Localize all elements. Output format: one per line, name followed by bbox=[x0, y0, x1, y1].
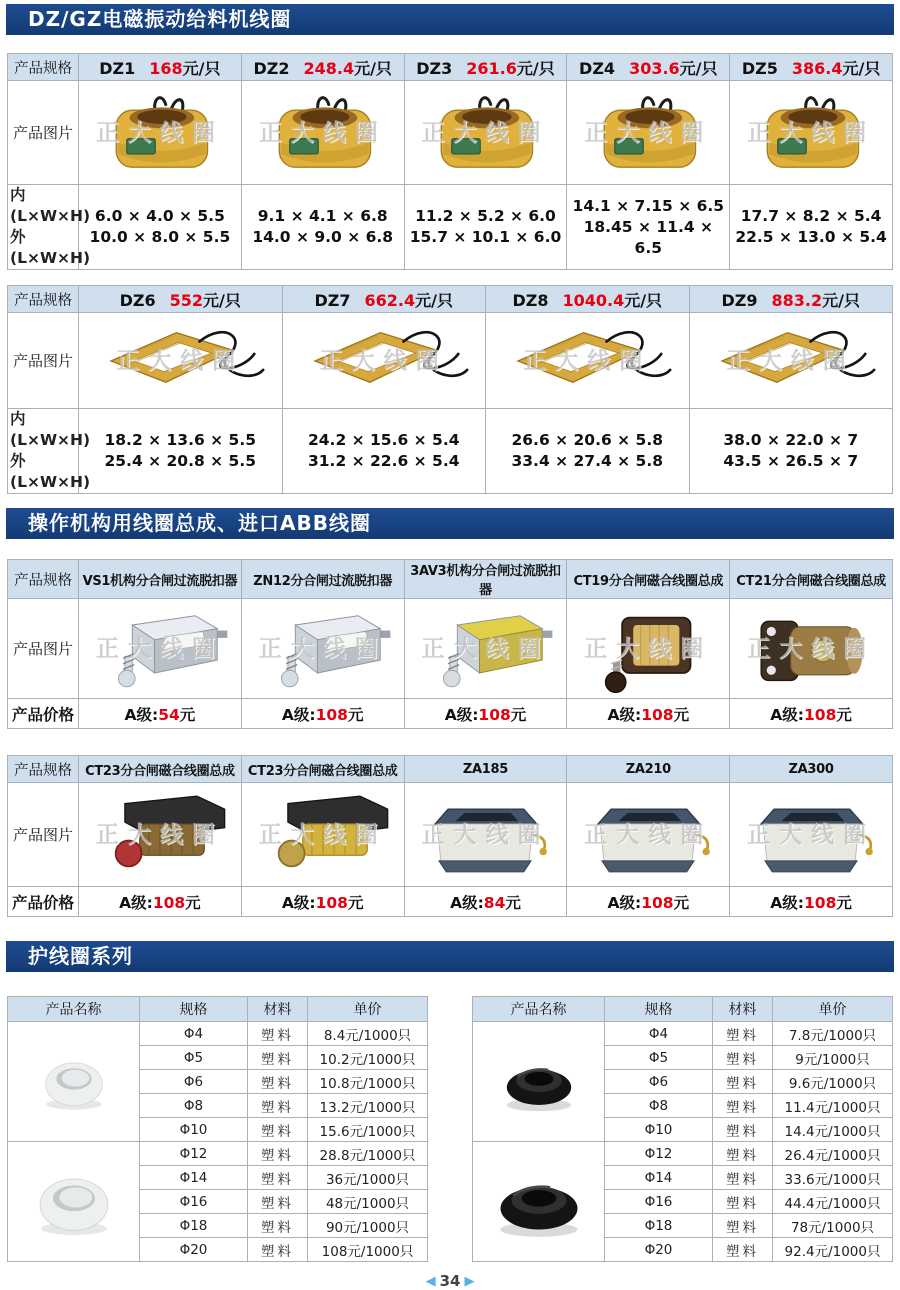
ops1-image-row bbox=[8, 599, 893, 699]
watermark: 正大线圈 bbox=[95, 821, 224, 848]
price-value: 108 bbox=[641, 705, 674, 724]
watermark: 正大线圈 bbox=[258, 635, 387, 662]
price-unit: 元/只 bbox=[822, 290, 860, 310]
spec-label: 产品规格 bbox=[8, 560, 79, 599]
section-title-dzgz: DZ/GZ电磁振动给料机线圈 bbox=[6, 4, 894, 35]
flat-coil-photo bbox=[84, 315, 276, 407]
material-cell: 塑料 bbox=[248, 1094, 308, 1118]
product-image-cell bbox=[567, 599, 730, 699]
price-cell: 90元/1000只 bbox=[308, 1214, 428, 1238]
page-footer bbox=[0, 1272, 900, 1290]
product-name-cell: CT23分合闸磁合线圈总成 bbox=[241, 756, 404, 783]
model-price-cell bbox=[79, 54, 242, 81]
product-image-cell bbox=[486, 313, 690, 409]
price-cell bbox=[567, 699, 730, 729]
black-grommet-photo bbox=[484, 1160, 594, 1244]
product-name-cell: ZA300 bbox=[730, 756, 893, 783]
trip-solenoid-photo bbox=[410, 601, 560, 697]
material-cell: 塑料 bbox=[248, 1166, 308, 1190]
price-unit: 元 bbox=[179, 705, 196, 724]
dims-cell bbox=[486, 409, 690, 494]
size-cell: Φ8 bbox=[140, 1094, 248, 1118]
material-cell: 塑料 bbox=[713, 1022, 773, 1046]
model-price-cell bbox=[282, 286, 486, 313]
price-unit: 元/只 bbox=[354, 58, 392, 78]
watermark: 正大线圈 bbox=[95, 119, 224, 146]
flat-coil-photo bbox=[695, 315, 887, 407]
size-cell: Φ14 bbox=[140, 1166, 248, 1190]
product-name-cell: ZA185 bbox=[404, 756, 567, 783]
dims-cell bbox=[282, 409, 486, 494]
ops-table-1 bbox=[7, 559, 893, 729]
dz-coil-photo bbox=[247, 83, 399, 183]
outer-label: 外(L×W×H) bbox=[10, 452, 91, 491]
section-title-ops: 操作机构用线圈总成、进口ABB线圈 bbox=[6, 508, 894, 539]
price-unit: 元 bbox=[836, 893, 852, 912]
ops-table-2 bbox=[7, 755, 893, 917]
product-image-cell bbox=[241, 599, 404, 699]
product-name-cell: ZN12分合闸过流脱扣器 bbox=[241, 560, 404, 599]
price-cell: 13.2元/1000只 bbox=[308, 1094, 428, 1118]
za-coil-photo bbox=[736, 787, 886, 883]
model-label: DZ8 bbox=[512, 290, 549, 310]
size-header: 规格 bbox=[605, 997, 713, 1022]
grade-label: A级: bbox=[607, 893, 642, 912]
image-label: 产品图片 bbox=[8, 313, 79, 409]
dz-coil-photo bbox=[572, 83, 724, 183]
price-value: 84 bbox=[483, 893, 506, 912]
dims-cell bbox=[79, 185, 242, 270]
model-label: DZ4 bbox=[579, 58, 616, 78]
size-cell: Φ12 bbox=[605, 1142, 713, 1166]
grade-label: A级: bbox=[450, 893, 484, 912]
price-unit: 元/只 bbox=[415, 290, 453, 310]
model-label: DZ6 bbox=[119, 290, 156, 310]
model-price-cell bbox=[404, 54, 567, 81]
watermark: 正大线圈 bbox=[523, 347, 652, 374]
inner-dims: 26.6 × 20.6 × 5.8 bbox=[511, 431, 663, 449]
product-image-cell bbox=[404, 599, 567, 699]
dims-cell bbox=[689, 409, 893, 494]
material-header: 材料 bbox=[713, 997, 773, 1022]
inner-dims: 11.2 × 5.2 × 6.0 bbox=[415, 207, 556, 225]
dz6-9-dims-row bbox=[8, 409, 893, 494]
product-image-cell bbox=[404, 783, 567, 887]
product-image-cell bbox=[241, 81, 404, 185]
dims-cell bbox=[567, 185, 730, 270]
price-unit: 元 bbox=[185, 893, 201, 912]
dz6-9-image-row bbox=[8, 313, 893, 409]
black-grommet-photo bbox=[493, 1046, 585, 1118]
dz-coil-photo bbox=[84, 83, 236, 183]
price-value: 248.4 bbox=[303, 58, 355, 78]
product-image-cell bbox=[79, 599, 242, 699]
name-header: 产品名称 bbox=[8, 997, 140, 1022]
grommet-table-left bbox=[7, 996, 428, 1262]
grade-label: A级: bbox=[444, 705, 479, 724]
spec-label: 产品规格 bbox=[8, 54, 79, 81]
price-cell: 28.8元/1000只 bbox=[308, 1142, 428, 1166]
size-cell: Φ12 bbox=[140, 1142, 248, 1166]
price-cell: 7.8元/1000只 bbox=[773, 1022, 893, 1046]
dz-coil-photo bbox=[735, 83, 887, 183]
dims-label bbox=[8, 409, 91, 494]
product-name-cell: CT23分合闸磁合线圈总成 bbox=[79, 756, 242, 783]
material-cell: 塑料 bbox=[248, 1190, 308, 1214]
price-value: 168 bbox=[149, 58, 183, 78]
price-unit: 元 bbox=[347, 705, 364, 724]
spec-label: 产品规格 bbox=[8, 286, 79, 313]
price-cell bbox=[730, 887, 893, 917]
model-price-cell bbox=[486, 286, 690, 313]
image-label: 产品图片 bbox=[8, 81, 79, 185]
page-next-icon: ▶ bbox=[464, 1274, 475, 1289]
product-image-cell bbox=[282, 313, 486, 409]
size-header: 规格 bbox=[140, 997, 248, 1022]
product-name-cell: CT21分合闸磁合线圈总成 bbox=[730, 560, 893, 599]
size-cell: Φ16 bbox=[140, 1190, 248, 1214]
model-price-cell bbox=[79, 286, 283, 313]
dims-cell bbox=[730, 185, 893, 270]
material-cell: 塑料 bbox=[713, 1046, 773, 1070]
name-header: 产品名称 bbox=[473, 997, 605, 1022]
size-cell: Φ6 bbox=[140, 1070, 248, 1094]
section-title-grommets: 护线圈系列 bbox=[6, 941, 894, 972]
model-label: DZ2 bbox=[253, 58, 290, 78]
price-value: 108 bbox=[315, 893, 348, 912]
watermark: 正大线圈 bbox=[258, 119, 387, 146]
grade-label: A级: bbox=[119, 893, 153, 912]
price-value: 54 bbox=[158, 705, 180, 724]
size-cell: Φ20 bbox=[140, 1238, 248, 1262]
price-value: 303.6 bbox=[629, 58, 680, 78]
material-cell: 塑料 bbox=[713, 1238, 773, 1262]
size-cell: Φ10 bbox=[140, 1118, 248, 1142]
watermark: 正大线圈 bbox=[584, 635, 713, 662]
table-row bbox=[8, 1142, 428, 1166]
outer-dims: 14.0 × 9.0 × 6.8 bbox=[252, 228, 394, 246]
grade-label: A级: bbox=[124, 705, 159, 724]
price-cell: 9.6元/1000只 bbox=[773, 1070, 893, 1094]
product-image-cell bbox=[473, 1022, 605, 1142]
grade-label: A级: bbox=[281, 893, 316, 912]
price-cell: 10.2元/1000只 bbox=[308, 1046, 428, 1070]
grommet-header-row bbox=[473, 997, 893, 1022]
watermark: 正大线圈 bbox=[319, 347, 448, 374]
material-cell: 塑料 bbox=[713, 1070, 773, 1094]
ct21-coil-photo bbox=[736, 601, 886, 697]
material-cell: 塑料 bbox=[248, 1118, 308, 1142]
size-cell: Φ4 bbox=[140, 1022, 248, 1046]
watermark: 正大线圈 bbox=[258, 821, 387, 848]
size-cell: Φ8 bbox=[605, 1094, 713, 1118]
dims-cell bbox=[79, 409, 283, 494]
price-label: 产品价格 bbox=[8, 699, 79, 729]
watermark: 正大线圈 bbox=[747, 821, 876, 848]
size-cell: Φ16 bbox=[605, 1190, 713, 1214]
product-image-cell bbox=[473, 1142, 605, 1262]
price-value: 552 bbox=[169, 290, 204, 310]
product-image-cell bbox=[567, 81, 730, 185]
ct23-coil-photo bbox=[85, 787, 235, 883]
model-label: DZ7 bbox=[314, 290, 351, 310]
price-value: 108 bbox=[478, 705, 511, 724]
price-cell: 48元/1000只 bbox=[308, 1190, 428, 1214]
watermark: 正大线圈 bbox=[747, 635, 876, 662]
watermark: 正大线圈 bbox=[421, 635, 550, 662]
outer-dims: 15.7 × 10.1 × 6.0 bbox=[409, 228, 562, 246]
price-cell bbox=[404, 887, 567, 917]
product-image-cell bbox=[8, 1022, 140, 1142]
dz6-9-header-row bbox=[8, 286, 893, 313]
inner-dims: 14.1 × 7.15 × 6.5 bbox=[572, 196, 725, 215]
price-cell: 44.4元/1000只 bbox=[773, 1190, 893, 1214]
inner-label: 内(L×W×H) bbox=[10, 410, 91, 449]
price-unit: 元 bbox=[836, 705, 852, 724]
page-prev-icon: ◀ bbox=[425, 1274, 436, 1289]
flat-coil-photo bbox=[491, 315, 683, 407]
ops2-price-row bbox=[8, 887, 893, 917]
price-unit: 元 bbox=[673, 893, 690, 912]
outer-dims: 25.4 × 20.8 × 5.5 bbox=[104, 452, 256, 470]
price-value: 108 bbox=[804, 705, 837, 724]
inner-dims: 24.2 × 15.6 × 5.4 bbox=[307, 431, 460, 449]
price-unit: 元/只 bbox=[624, 290, 663, 310]
trip-solenoid-photo bbox=[85, 601, 235, 697]
material-cell: 塑料 bbox=[713, 1190, 773, 1214]
size-cell: Φ20 bbox=[605, 1238, 713, 1262]
price-value: 261.6 bbox=[466, 58, 517, 78]
product-image-cell bbox=[79, 313, 283, 409]
price-value: 108 bbox=[152, 893, 186, 912]
trip-solenoid-photo bbox=[248, 601, 398, 697]
product-image-cell bbox=[79, 81, 242, 185]
price-cell: 14.4元/1000只 bbox=[773, 1118, 893, 1142]
dz-coil-photo bbox=[409, 83, 561, 183]
product-image-cell bbox=[730, 599, 893, 699]
outer-dims: 22.5 × 13.0 × 5.4 bbox=[735, 228, 887, 246]
inner-dims: 9.1 × 4.1 × 6.8 bbox=[257, 207, 388, 225]
model-label: DZ9 bbox=[721, 290, 758, 310]
price-value: 662.4 bbox=[364, 290, 416, 310]
image-label: 产品图片 bbox=[8, 783, 79, 887]
product-name-cell: ZA210 bbox=[567, 756, 730, 783]
dz1-5-header-row bbox=[8, 54, 893, 81]
ops1-price-row bbox=[8, 699, 893, 729]
price-unit: 元 bbox=[673, 705, 690, 724]
grommet-table-right bbox=[472, 996, 893, 1262]
size-cell: Φ6 bbox=[605, 1070, 713, 1094]
product-image-cell bbox=[567, 783, 730, 887]
material-cell: 塑料 bbox=[248, 1046, 308, 1070]
product-image-cell bbox=[689, 313, 893, 409]
white-ring-photo bbox=[19, 1160, 129, 1244]
price-unit: 元/只 bbox=[182, 58, 221, 78]
dz1-5-image-row bbox=[8, 81, 893, 185]
ops2-header-row bbox=[8, 756, 893, 783]
ops2-image-row bbox=[8, 783, 893, 887]
outer-dims: 10.0 × 8.0 × 5.5 bbox=[89, 228, 231, 246]
ops1-header-row bbox=[8, 560, 893, 599]
price-unit: 元 bbox=[505, 893, 521, 912]
material-cell: 塑料 bbox=[248, 1022, 308, 1046]
material-cell: 塑料 bbox=[713, 1094, 773, 1118]
outer-dims: 33.4 × 27.4 × 5.8 bbox=[511, 452, 663, 470]
product-image-cell bbox=[79, 783, 242, 887]
price-value: 883.2 bbox=[771, 290, 823, 310]
inner-dims: 6.0 × 4.0 × 5.5 bbox=[94, 207, 225, 225]
price-cell: 10.8元/1000只 bbox=[308, 1070, 428, 1094]
inner-label: 内(L×W×H) bbox=[10, 186, 91, 225]
material-cell: 塑料 bbox=[248, 1214, 308, 1238]
price-unit: 元/只 bbox=[679, 58, 718, 78]
size-cell: Φ14 bbox=[605, 1166, 713, 1190]
watermark: 正大线圈 bbox=[726, 347, 855, 374]
spec-label: 产品规格 bbox=[8, 756, 79, 783]
watermark: 正大线圈 bbox=[584, 821, 713, 848]
table-row bbox=[473, 1142, 893, 1166]
outer-dims: 43.5 × 26.5 × 7 bbox=[723, 452, 859, 470]
watermark: 正大线圈 bbox=[747, 119, 876, 146]
watermark: 正大线圈 bbox=[421, 821, 550, 848]
model-price-cell bbox=[567, 54, 730, 81]
material-cell: 塑料 bbox=[713, 1142, 773, 1166]
dims-cell bbox=[241, 185, 404, 270]
price-label: 产品价格 bbox=[8, 887, 79, 917]
grade-label: A级: bbox=[770, 705, 804, 724]
watermark: 正大线圈 bbox=[95, 635, 224, 662]
product-name-cell: 3AV3机构分合闸过流脱扣器 bbox=[404, 560, 567, 599]
price-cell: 15.6元/1000只 bbox=[308, 1118, 428, 1142]
dims-label bbox=[8, 185, 91, 270]
unit-price-header: 单价 bbox=[308, 997, 428, 1022]
price-cell: 26.4元/1000只 bbox=[773, 1142, 893, 1166]
page-number: 34 bbox=[439, 1272, 461, 1290]
za-coil-photo bbox=[410, 787, 560, 883]
table-row bbox=[473, 1022, 893, 1046]
model-price-cell bbox=[689, 286, 893, 313]
price-value: 108 bbox=[804, 893, 837, 912]
product-name-cell: CT19分合闸磁合线圈总成 bbox=[567, 560, 730, 599]
price-value: 108 bbox=[641, 893, 674, 912]
watermark: 正大线圈 bbox=[421, 119, 550, 146]
size-cell: Φ18 bbox=[605, 1214, 713, 1238]
white-ring-photo bbox=[28, 1046, 120, 1118]
catalog-page bbox=[0, 4, 900, 1290]
price-unit: 元/只 bbox=[842, 58, 881, 78]
price-value: 108 bbox=[315, 705, 348, 724]
size-cell: Φ18 bbox=[140, 1214, 248, 1238]
price-unit: 元 bbox=[510, 705, 527, 724]
price-cell: 11.4元/1000只 bbox=[773, 1094, 893, 1118]
size-cell: Φ10 bbox=[605, 1118, 713, 1142]
price-cell: 9元/1000只 bbox=[773, 1046, 893, 1070]
outer-dims: 31.2 × 22.6 × 5.4 bbox=[307, 452, 460, 470]
size-cell: Φ4 bbox=[605, 1022, 713, 1046]
image-label: 产品图片 bbox=[8, 599, 79, 699]
inner-dims: 18.2 × 13.6 × 5.5 bbox=[104, 431, 256, 449]
za-coil-photo bbox=[573, 787, 723, 883]
ct19-coil-photo bbox=[573, 601, 723, 697]
material-cell: 塑料 bbox=[713, 1214, 773, 1238]
grade-label: A级: bbox=[607, 705, 642, 724]
price-cell: 33.6元/1000只 bbox=[773, 1166, 893, 1190]
product-image-cell bbox=[404, 81, 567, 185]
price-value: 1040.4 bbox=[562, 290, 625, 310]
grommet-tables bbox=[7, 996, 900, 1262]
dz-table-2 bbox=[7, 285, 893, 494]
price-cell: 36元/1000只 bbox=[308, 1166, 428, 1190]
ct23-coil-photo bbox=[248, 787, 398, 883]
size-cell: Φ5 bbox=[605, 1046, 713, 1070]
price-cell bbox=[404, 699, 567, 729]
product-image-cell bbox=[241, 783, 404, 887]
price-unit: 元 bbox=[347, 893, 364, 912]
product-image-cell bbox=[730, 783, 893, 887]
material-cell: 塑料 bbox=[248, 1070, 308, 1094]
grommet-header-row bbox=[8, 997, 428, 1022]
grade-label: A级: bbox=[281, 705, 316, 724]
price-cell bbox=[241, 887, 404, 917]
table-row bbox=[8, 1022, 428, 1046]
watermark: 正大线圈 bbox=[584, 119, 713, 146]
material-cell: 塑料 bbox=[713, 1166, 773, 1190]
flat-coil-photo bbox=[288, 315, 480, 407]
price-cell: 8.4元/1000只 bbox=[308, 1022, 428, 1046]
product-name-cell: VS1机构分合闸过流脱扣器 bbox=[79, 560, 242, 599]
grade-label: A级: bbox=[770, 893, 804, 912]
inner-dims: 17.7 × 8.2 × 5.4 bbox=[740, 207, 882, 225]
price-cell: 92.4元/1000只 bbox=[773, 1238, 893, 1262]
dz1-5-dims-row bbox=[8, 185, 893, 270]
product-image-cell bbox=[730, 81, 893, 185]
size-cell: Φ5 bbox=[140, 1046, 248, 1070]
dims-cell bbox=[404, 185, 567, 270]
price-cell bbox=[79, 887, 242, 917]
price-unit: 元/只 bbox=[203, 290, 241, 310]
model-label: DZ3 bbox=[416, 58, 453, 78]
outer-label: 外(L×W×H) bbox=[10, 228, 91, 267]
price-cell bbox=[241, 699, 404, 729]
watermark: 正大线圈 bbox=[116, 347, 245, 374]
model-label: DZ1 bbox=[99, 58, 136, 78]
model-price-cell bbox=[730, 54, 893, 81]
model-price-cell bbox=[241, 54, 404, 81]
material-cell: 塑料 bbox=[248, 1142, 308, 1166]
price-cell bbox=[567, 887, 730, 917]
product-image-cell bbox=[8, 1142, 140, 1262]
material-cell: 塑料 bbox=[713, 1118, 773, 1142]
unit-price-header: 单价 bbox=[773, 997, 893, 1022]
price-cell bbox=[730, 699, 893, 729]
inner-dims: 38.0 × 22.0 × 7 bbox=[723, 431, 859, 449]
price-cell: 108元/1000只 bbox=[308, 1238, 428, 1262]
model-label: DZ5 bbox=[741, 58, 778, 78]
material-cell: 塑料 bbox=[248, 1238, 308, 1262]
outer-dims: 18.45 × 11.4 × 6.5 bbox=[583, 217, 713, 257]
dz-table-1 bbox=[7, 53, 893, 270]
price-cell bbox=[79, 699, 242, 729]
material-header: 材料 bbox=[248, 997, 308, 1022]
price-cell: 78元/1000只 bbox=[773, 1214, 893, 1238]
price-value: 386.4 bbox=[791, 58, 843, 78]
price-unit: 元/只 bbox=[516, 58, 555, 78]
